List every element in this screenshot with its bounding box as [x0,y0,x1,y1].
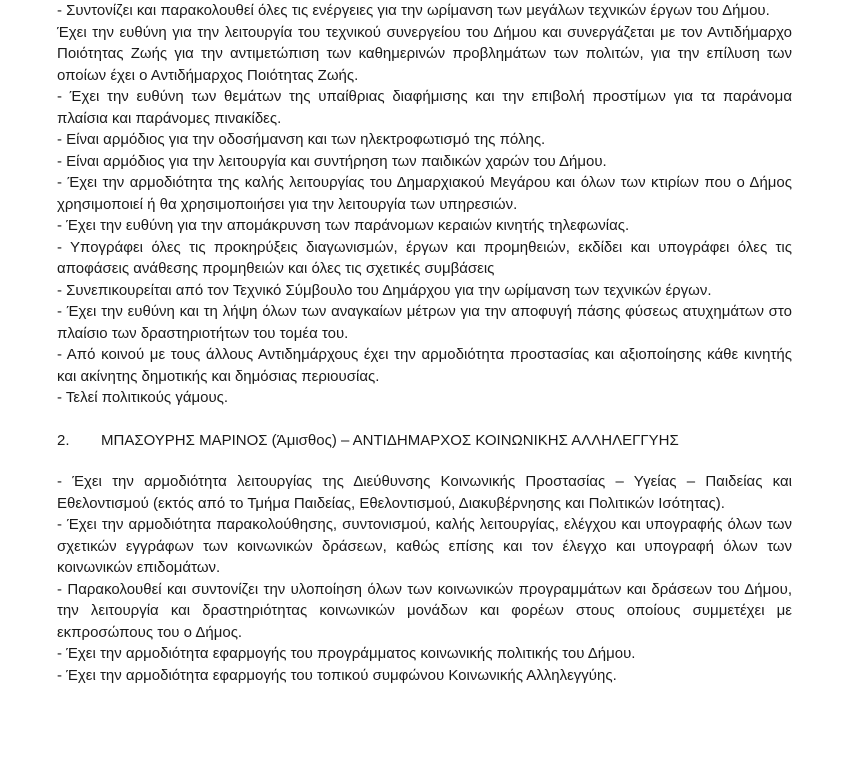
duties-list-section-2 [57,471,792,686]
section-number: 2. [57,431,70,449]
duty-paragraph: - Έχει την αρμοδιότητα της καλής λειτουργίας του Δημαρχιακού Μεγάρου και όλων των κτιρίων που ο Δήμος χρησιμοποιεί ή θα χρησιμοποιήσει για την λειτουργία των υπηρεσιών. [57,174,792,213]
duty-paragraph: - Έχει την αρμοδιότητα λειτουργίας της Διεύθυνσης Κοινωνικής Προστασίας – Υγείας – Παιδείας και Εθελοντισμού (εκτός από το Τμήμα Παιδείας, Εθελοντισμού, Διακυβέρνησης και Πολιτικών Ισότητας). [57,473,792,512]
duty-paragraph: - Έχει την αρμοδιότητα εφαρμογής του προγράμματος κοινωνικής πολιτικής του Δήμου. [57,645,636,662]
duty-paragraph: - Είναι αρμόδιος για την λειτουργία και συντήρηση των παιδικών χαρών του Δήμου. [57,152,607,170]
duty-paragraph: - Υπογράφει όλες τις προκηρύξεις διαγωνισμών, έργων και προμηθειών, εκδίδει και υπογράφει όλες τις αποφάσεις ανάθεσης προμηθειών και όλες τις σχετικές συμβάσεις [57,238,792,277]
duties-list-previous-section [57,0,792,409]
duty-paragraph: - Είναι αρμόδιος για την οδοσήμανση και των ηλεκτροφωτισμό της πόλης. [57,131,546,148]
duty-paragraph: - Έχει την ευθύνη για την απομάκρυνση των παράνομων κεραιών κινητής τηλεφωνίας. [57,217,630,234]
duty-paragraph: - Συντονίζει και παρακολουθεί όλες τις ενέργειες για την ωρίμανση των μεγάλων τεχνικών έργων του Δήμου. [57,2,770,19]
duty-paragraph: - Έχει την αρμοδιότητα παρακολούθησης, συντονισμού, καλής λειτουργίας, ελέγχου και υπογραφής όλων των σχετικών εγγράφων των κοινωνικών δράσεων, καθώς επίσης και τον έλεγχο και υπογραφή όλων των κοινωνικών επιδομάτων. [57,516,792,576]
duty-paragraph: - Έχει την ευθύνη των θεμάτων της υπαίθριας διαφήμισης και την επιβολή προστίμων για τα παράνομα πλαίσια και παράνομες πινακίδες. [57,88,792,127]
duty-paragraph: - Τελεί πολιτικούς γάμους. [57,389,229,406]
section-title: ΜΠΑΣΟΥΡΗΣ ΜΑΡΙΝΟΣ (Άμισθος) – ΑΝΤΙΔΗΜΑΡΧΟΣ ΚΟΙΝΩΝΙΚΗΣ ΑΛΛΗΛΕΓΓΥΗΣ [101,431,679,449]
duty-paragraph: - Παρακολουθεί και συντονίζει την υλοποίηση όλων των κοινωνικών προγραμμάτων και δράσεων του Δήμου, την λειτουργία και δραστηριότητας κοινωνικών μονάδων και φορέων στους οποίους συμμετέχει με εκπροσώπους του ο Δήμος. [57,580,792,641]
duty-paragraph: - Έχει την ευθύνη και τη λήψη όλων των αναγκαίων μέτρων για την αποφυγή πάσης φύσεως ατυχημάτων στο πλαίσιο των δραστηριοτήτων του τομέα του. [57,303,792,342]
duty-paragraph: - Έχει την αρμοδιότητα εφαρμογής του τοπικού συμφώνου Κοινωνικής Αλληλεγγύης. [57,666,617,684]
section-heading [57,430,792,452]
duty-paragraph: - Από κοινού με τους άλλους Αντιδημάρχους έχει την αρμοδιότητα προστασίας και αξιοποίησης κάθε κινητής και ακίνητης δημοτικής και δημόσιας περιουσίας. [57,346,792,385]
duty-paragraph: Έχει την ευθύνη για την λειτουργία του τεχνικού συνεργείου του Δήμου και συνεργάζεται με τον Αντιδήμαρχο Ποιότητας Ζωής για την αντιμετώπιση των καθημερινών προβλημάτων των πολιτών, για την επίλυση των οποίων έχει ο Αντιδήμαρχος Ποιότητας Ζωής. [57,23,792,84]
duty-paragraph: - Συνεπικουρείται από τον Τεχνικό Σύμβουλο του Δημάρχου για την ωρίμανση των τεχνικών έργων. [57,281,712,299]
